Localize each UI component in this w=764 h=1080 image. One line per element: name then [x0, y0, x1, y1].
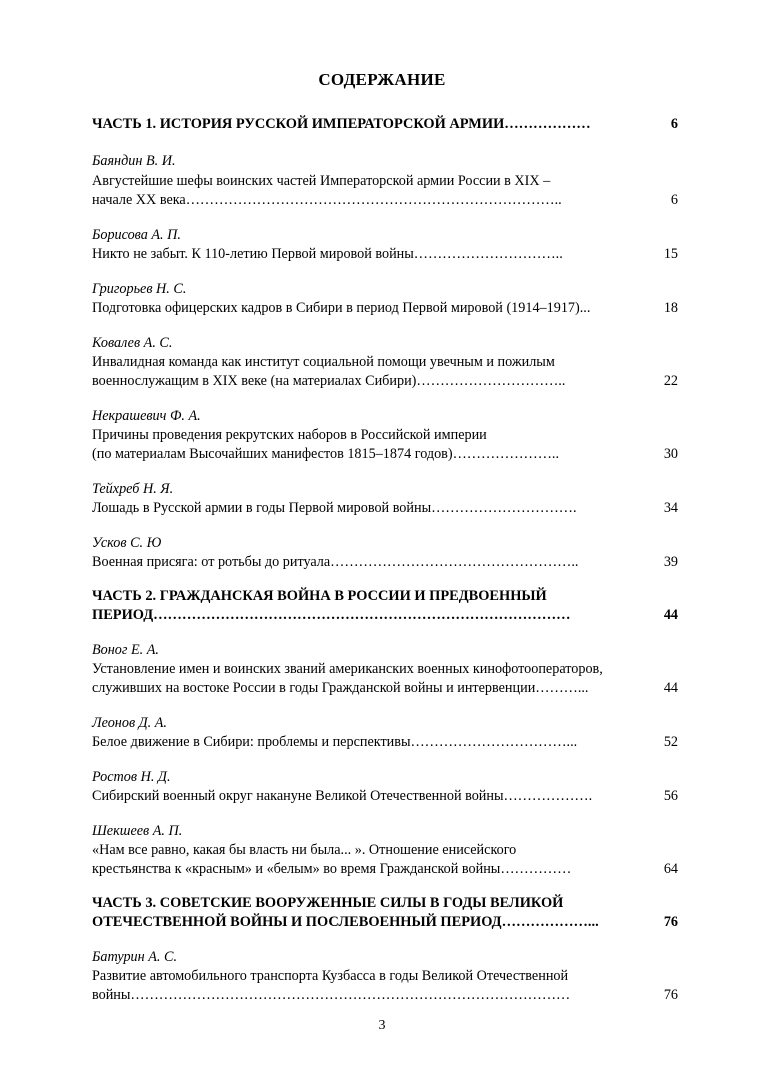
part-1-page: 6 — [670, 116, 678, 132]
entry-page: 34 — [663, 500, 678, 516]
entry-page: 64 — [663, 861, 678, 877]
part-2-title-line: ПЕРИОД…………………………………………………………………………… — [92, 607, 571, 623]
entry-title-line: начале XX века…………………………………………………………………….. — [92, 192, 562, 208]
entry-title-line: Установление имен и воинских званий американских военных кинофотооператоров, — [92, 661, 603, 677]
entry-title-line: Инвалидная команда как институт социальной помощи увечным и пожилым — [92, 354, 555, 370]
entry-page: 30 — [663, 446, 678, 462]
entry-title-line: Белое движение в Сибири: проблемы и перспективы……………………………... — [92, 734, 578, 750]
entry-author: Шекшеев А. П. — [92, 823, 183, 839]
entry-title-line: Сибирский военный округ накануне Великой Отечественной войны………………. — [92, 788, 593, 804]
part-2-title-line: ЧАСТЬ 2. ГРАЖДАНСКАЯ ВОЙНА В РОССИИ И ПРЕДВОЕННЫЙ — [92, 588, 547, 604]
part-3-title-line: ЧАСТЬ 3. СОВЕТСКИЕ ВООРУЖЕННЫЕ СИЛЫ В ГОДЫ ВЕЛИКОЙ — [92, 895, 564, 911]
entry-author: Григорьев Н. С. — [92, 281, 187, 297]
entry-author: Борисова А. П. — [92, 227, 181, 243]
entry-author: Леонов Д. А. — [92, 715, 167, 731]
entry-author: Баяндин В. И. — [92, 153, 176, 169]
entry-author: Ростов Н. Д. — [92, 769, 171, 785]
entry-page: 76 — [663, 987, 678, 1003]
entry-author: Тейхреб Н. Я. — [92, 481, 174, 497]
entry-page: 52 — [663, 734, 678, 750]
part-1-title: ЧАСТЬ 1. ИСТОРИЯ РУССКОЙ ИМПЕРАТОРСКОЙ АРМИИ……………… — [92, 116, 591, 132]
page-number: 3 — [378, 1018, 386, 1033]
part-3-title-line: ОТЕЧЕСТВЕННОЙ ВОЙНЫ И ПОСЛЕВОЕННЫЙ ПЕРИОД………………... — [92, 914, 599, 930]
entry-title-line: Причины проведения рекрутских наборов в Российской империи — [92, 427, 487, 443]
entry-title-line: Никто не забыт. К 110-летию Первой мировой войны………………………….. — [92, 246, 563, 262]
entry-title-line: Подготовка офицерских кадров в Сибири в период Первой мировой (1914–1917)... — [92, 300, 591, 316]
entry-author: Батурин А. С. — [92, 949, 178, 965]
entry-title-line: Военная присяга: от ротьбы до ритуала…………………………………………….. — [92, 554, 579, 570]
entry-title-line: войны………………………………………………………………………………… — [92, 987, 571, 1003]
entry-page: 39 — [663, 554, 678, 570]
entry-title-line: «Нам все равно, какая бы власть ни была... ». Отношение енисейского — [92, 842, 517, 858]
entry-author: Усков С. Ю — [92, 535, 162, 551]
entry-title-line: Развитие автомобильного транспорта Кузбасса в годы Великой Отечественной — [92, 968, 569, 984]
entry-author: Ковалев А. С. — [92, 335, 173, 351]
entry-title-line: Августейшие шефы воинских частей Императорской армии России в XIX – — [92, 173, 551, 189]
entry-page: 15 — [663, 246, 678, 262]
entry-page: 44 — [663, 680, 678, 696]
page-title: СОДЕРЖАНИЕ — [318, 70, 446, 89]
entry-page: 6 — [670, 192, 678, 208]
part-2-page: 44 — [663, 607, 678, 623]
entry-title-line: крестьянства к «красным» и «белым» во время Гражданской войны…………… — [92, 861, 572, 877]
entry-title-line: (по материалам Высочайших манифестов 1815–1874 годов)………………….. — [92, 446, 560, 462]
part-3-page: 76 — [663, 914, 678, 930]
entry-page: 18 — [663, 300, 678, 316]
entry-author: Воног Е. А. — [92, 642, 159, 658]
entry-author: Некрашевич Ф. А. — [92, 408, 201, 424]
entry-page: 56 — [663, 788, 678, 804]
entry-title-line: служивших на востоке России в годы Гражданской войны и интервенции………... — [92, 680, 589, 696]
entry-page: 22 — [663, 373, 678, 389]
entry-title-line: военнослужащим в XIX веке (на материалах Сибири)………………………….. — [92, 373, 566, 389]
entry-title-line: Лошадь в Русской армии в годы Первой мировой войны…………………………. — [92, 500, 577, 516]
